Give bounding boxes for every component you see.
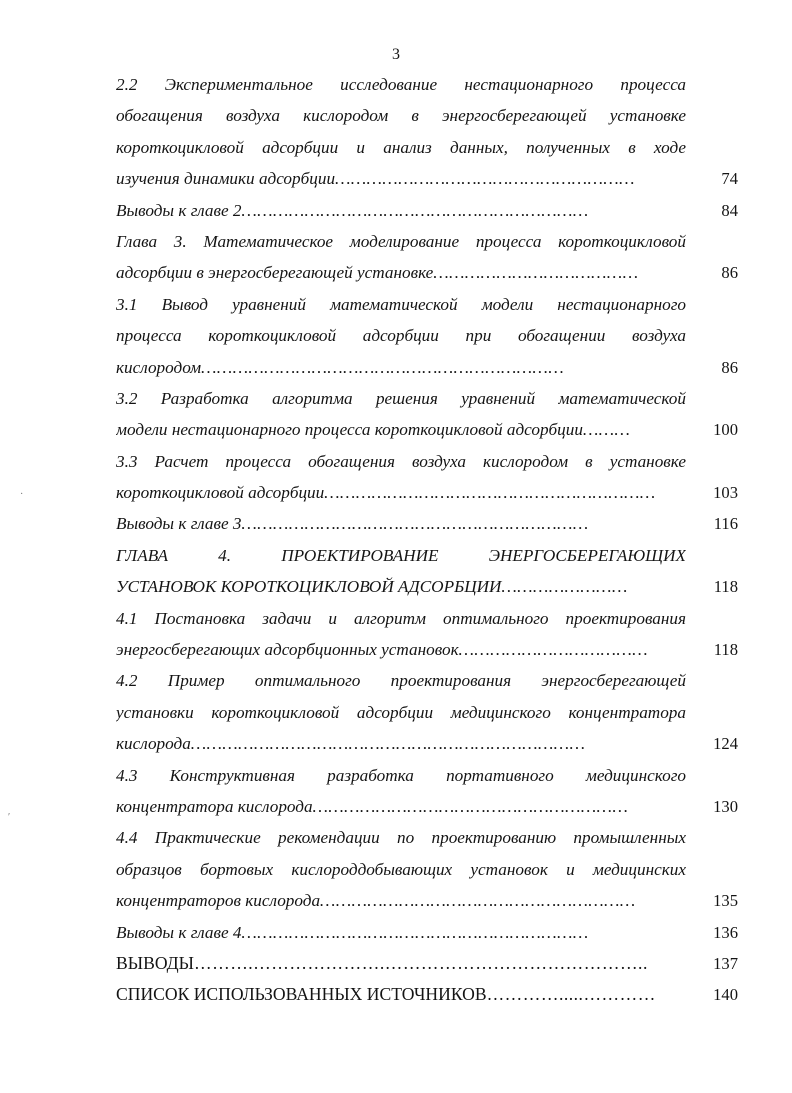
dot-leader: …………………… (501, 577, 628, 597)
toc-entry[interactable] (116, 603, 738, 666)
toc-entry-leader-line (116, 508, 686, 539)
toc-entry[interactable] (116, 69, 738, 195)
toc-entry-title-end: СПИСОК ИСПОЛЬЗОВАННЫХ ИСТОЧНИКОВ (116, 984, 487, 1005)
toc-entry[interactable] (116, 540, 738, 603)
dot-leader: ……………………………… (458, 640, 649, 660)
scan-speck: · (20, 489, 24, 500)
toc-entry-title-line: процесса короткоцикловой адсорбции при обогащении воздуха (116, 326, 686, 346)
toc-entry-leader-line (116, 477, 686, 508)
toc-entry-title-line: 4.1 Постановка задачи и алгоритм оптимального проектирования (116, 608, 686, 628)
dot-leader: ………………………………………………………………… (190, 734, 586, 754)
toc-entry-title-end: кислородом (116, 357, 202, 377)
toc-entry-title-line: 3.1 Вывод уравнений математической модели нестационарного (116, 294, 686, 314)
toc-entry-leader-line (116, 414, 686, 445)
toc-entry-title-end: короткоцикловой адсорбции (116, 483, 325, 503)
toc-entry[interactable] (116, 948, 738, 979)
toc-entry-leader-line (116, 791, 686, 822)
toc-entry-title-end: адсорбции в энергосберегающей установке (116, 263, 434, 283)
toc-entry-title-line: 3.2 Разработка алгоритма решения уравнений математической (116, 388, 686, 408)
toc-entry-page-number: 116 (713, 514, 738, 534)
toc-entry-title-end: кислорода (116, 734, 191, 754)
scan-speck: ′ (8, 812, 11, 823)
toc-entry-leader-line (116, 917, 686, 948)
toc-entry[interactable] (116, 979, 738, 1010)
toc-entry-page-number: 140 (713, 985, 738, 1005)
dot-leader: …………………………………………………… (312, 796, 629, 816)
toc-entry-page-number: 84 (721, 200, 738, 220)
toc-entry-title-end: концентраторов кислорода (116, 891, 321, 911)
toc-entry-title-end: энергосберегающих адсорбционных установок (116, 640, 459, 660)
toc-entry-page-number: 137 (713, 953, 738, 973)
toc-entry-page-number: 74 (721, 169, 738, 189)
toc-entry-leader-line (116, 634, 686, 665)
toc-entry[interactable] (116, 822, 738, 916)
toc-entry[interactable] (116, 446, 738, 509)
toc-entry-page-number: 103 (713, 483, 738, 503)
dot-leader: ……… (582, 420, 631, 440)
toc-entry-title-line: 3.3 Расчет процесса обогащения воздуха кислородом в установке (116, 451, 686, 471)
toc-entry-title-line: 4.2 Пример оптимального проектирования энергосберегающей (116, 671, 686, 691)
dot-leader: ………………………………………………………… (241, 922, 589, 942)
toc-entry-title-line: 2.2 Экспериментальное исследование нестационарного процесса (116, 75, 686, 94)
dot-leader: ………………………………… (433, 263, 639, 283)
dot-leader: ………………………………………………… (335, 169, 635, 189)
toc-entry-page-number: 124 (713, 734, 738, 754)
toc-entry-page-number: 86 (721, 263, 738, 283)
table-of-contents (116, 69, 738, 1011)
toc-entry-leader-line (116, 571, 686, 602)
toc-entry-title-line: 4.3 Конструктивная разработка портативного медицинского (116, 765, 686, 785)
toc-entry-page-number: 118 (713, 640, 738, 660)
toc-entry-page-number: 100 (713, 420, 738, 440)
toc-entry-title-line: короткоцикловой адсорбции и анализ данных, полученных в ходе (116, 137, 686, 157)
dot-leader: ………………………………………………………… (241, 200, 589, 220)
toc-entry-title-end: Выводы к главе 2 (116, 200, 242, 220)
toc-entry[interactable] (116, 226, 738, 289)
toc-entry-title-end: Выводы к главе 3 (116, 514, 242, 534)
toc-entry[interactable] (116, 917, 738, 948)
toc-entry-title-line: образцов бортовых кислороддобывающих установок и медицинских (116, 859, 686, 879)
toc-entry-title-end: ВЫВОДЫ (116, 952, 194, 973)
page-number: 3 (392, 46, 400, 63)
toc-entry-leader-line (116, 352, 686, 383)
toc-entry-title-line: Глава 3. Математическое моделирование процесса короткоцикловой (116, 231, 686, 251)
toc-entry-page-number: 136 (713, 922, 738, 942)
toc-entry-leader-line (116, 195, 686, 226)
toc-entry-title-end: Выводы к главе 4 (116, 922, 242, 942)
toc-entry-leader-line (116, 885, 686, 916)
toc-entry-title-end: модели нестационарного процесса короткоцикловой адсорбции (116, 420, 583, 440)
dot-leader: ……………………………………………………… (324, 483, 656, 503)
toc-entry[interactable] (116, 289, 738, 383)
dot-leader: ………….....………… (486, 984, 656, 1005)
toc-entry-title-line: ГЛАВА 4. ПРОЕКТИРОВАНИЕ ЭНЕРГОСБЕРЕГАЮЩИХ (116, 545, 686, 565)
toc-entry[interactable] (116, 760, 738, 823)
toc-entry-leader-line (116, 948, 686, 979)
toc-entry-title-end: изучения динамики адсорбции (116, 169, 336, 189)
toc-entry-page-number: 135 (713, 891, 738, 911)
toc-entry-page-number: 118 (713, 577, 738, 597)
toc-entry-page-number: 86 (721, 357, 738, 377)
toc-entry[interactable] (116, 665, 738, 759)
toc-entry-page-number: 130 (713, 796, 738, 816)
toc-entry[interactable] (116, 383, 738, 446)
dot-leader: ……….………………….…………………………………….. (194, 952, 648, 973)
toc-entry-title-line: 4.4 Практические рекомендации по проектированию промышленных (116, 828, 686, 848)
dot-leader: …………………………………………………………… (201, 357, 565, 377)
toc-entry-leader-line (116, 163, 686, 194)
toc-entry[interactable] (116, 195, 738, 226)
toc-entry-leader-line (116, 728, 686, 759)
toc-entry-title-line: установки короткоцикловой адсорбции медицинского концентратора (116, 702, 686, 722)
toc-entry[interactable] (116, 508, 738, 539)
toc-entry-leader-line (116, 979, 686, 1010)
toc-entry-title-line: обогащения воздуха кислородом в энергосберегающей установке (116, 106, 686, 126)
dot-leader: ………………………………………………………… (241, 514, 589, 534)
dot-leader: …………………………………………………… (320, 891, 636, 911)
toc-entry-title-end: концентратора кислорода (116, 796, 313, 816)
toc-entry-title-end: УСТАНОВОК КОРОТКОЦИКЛОВОЙ АДСОРБЦИИ (116, 577, 502, 597)
toc-entry-leader-line (116, 257, 686, 288)
